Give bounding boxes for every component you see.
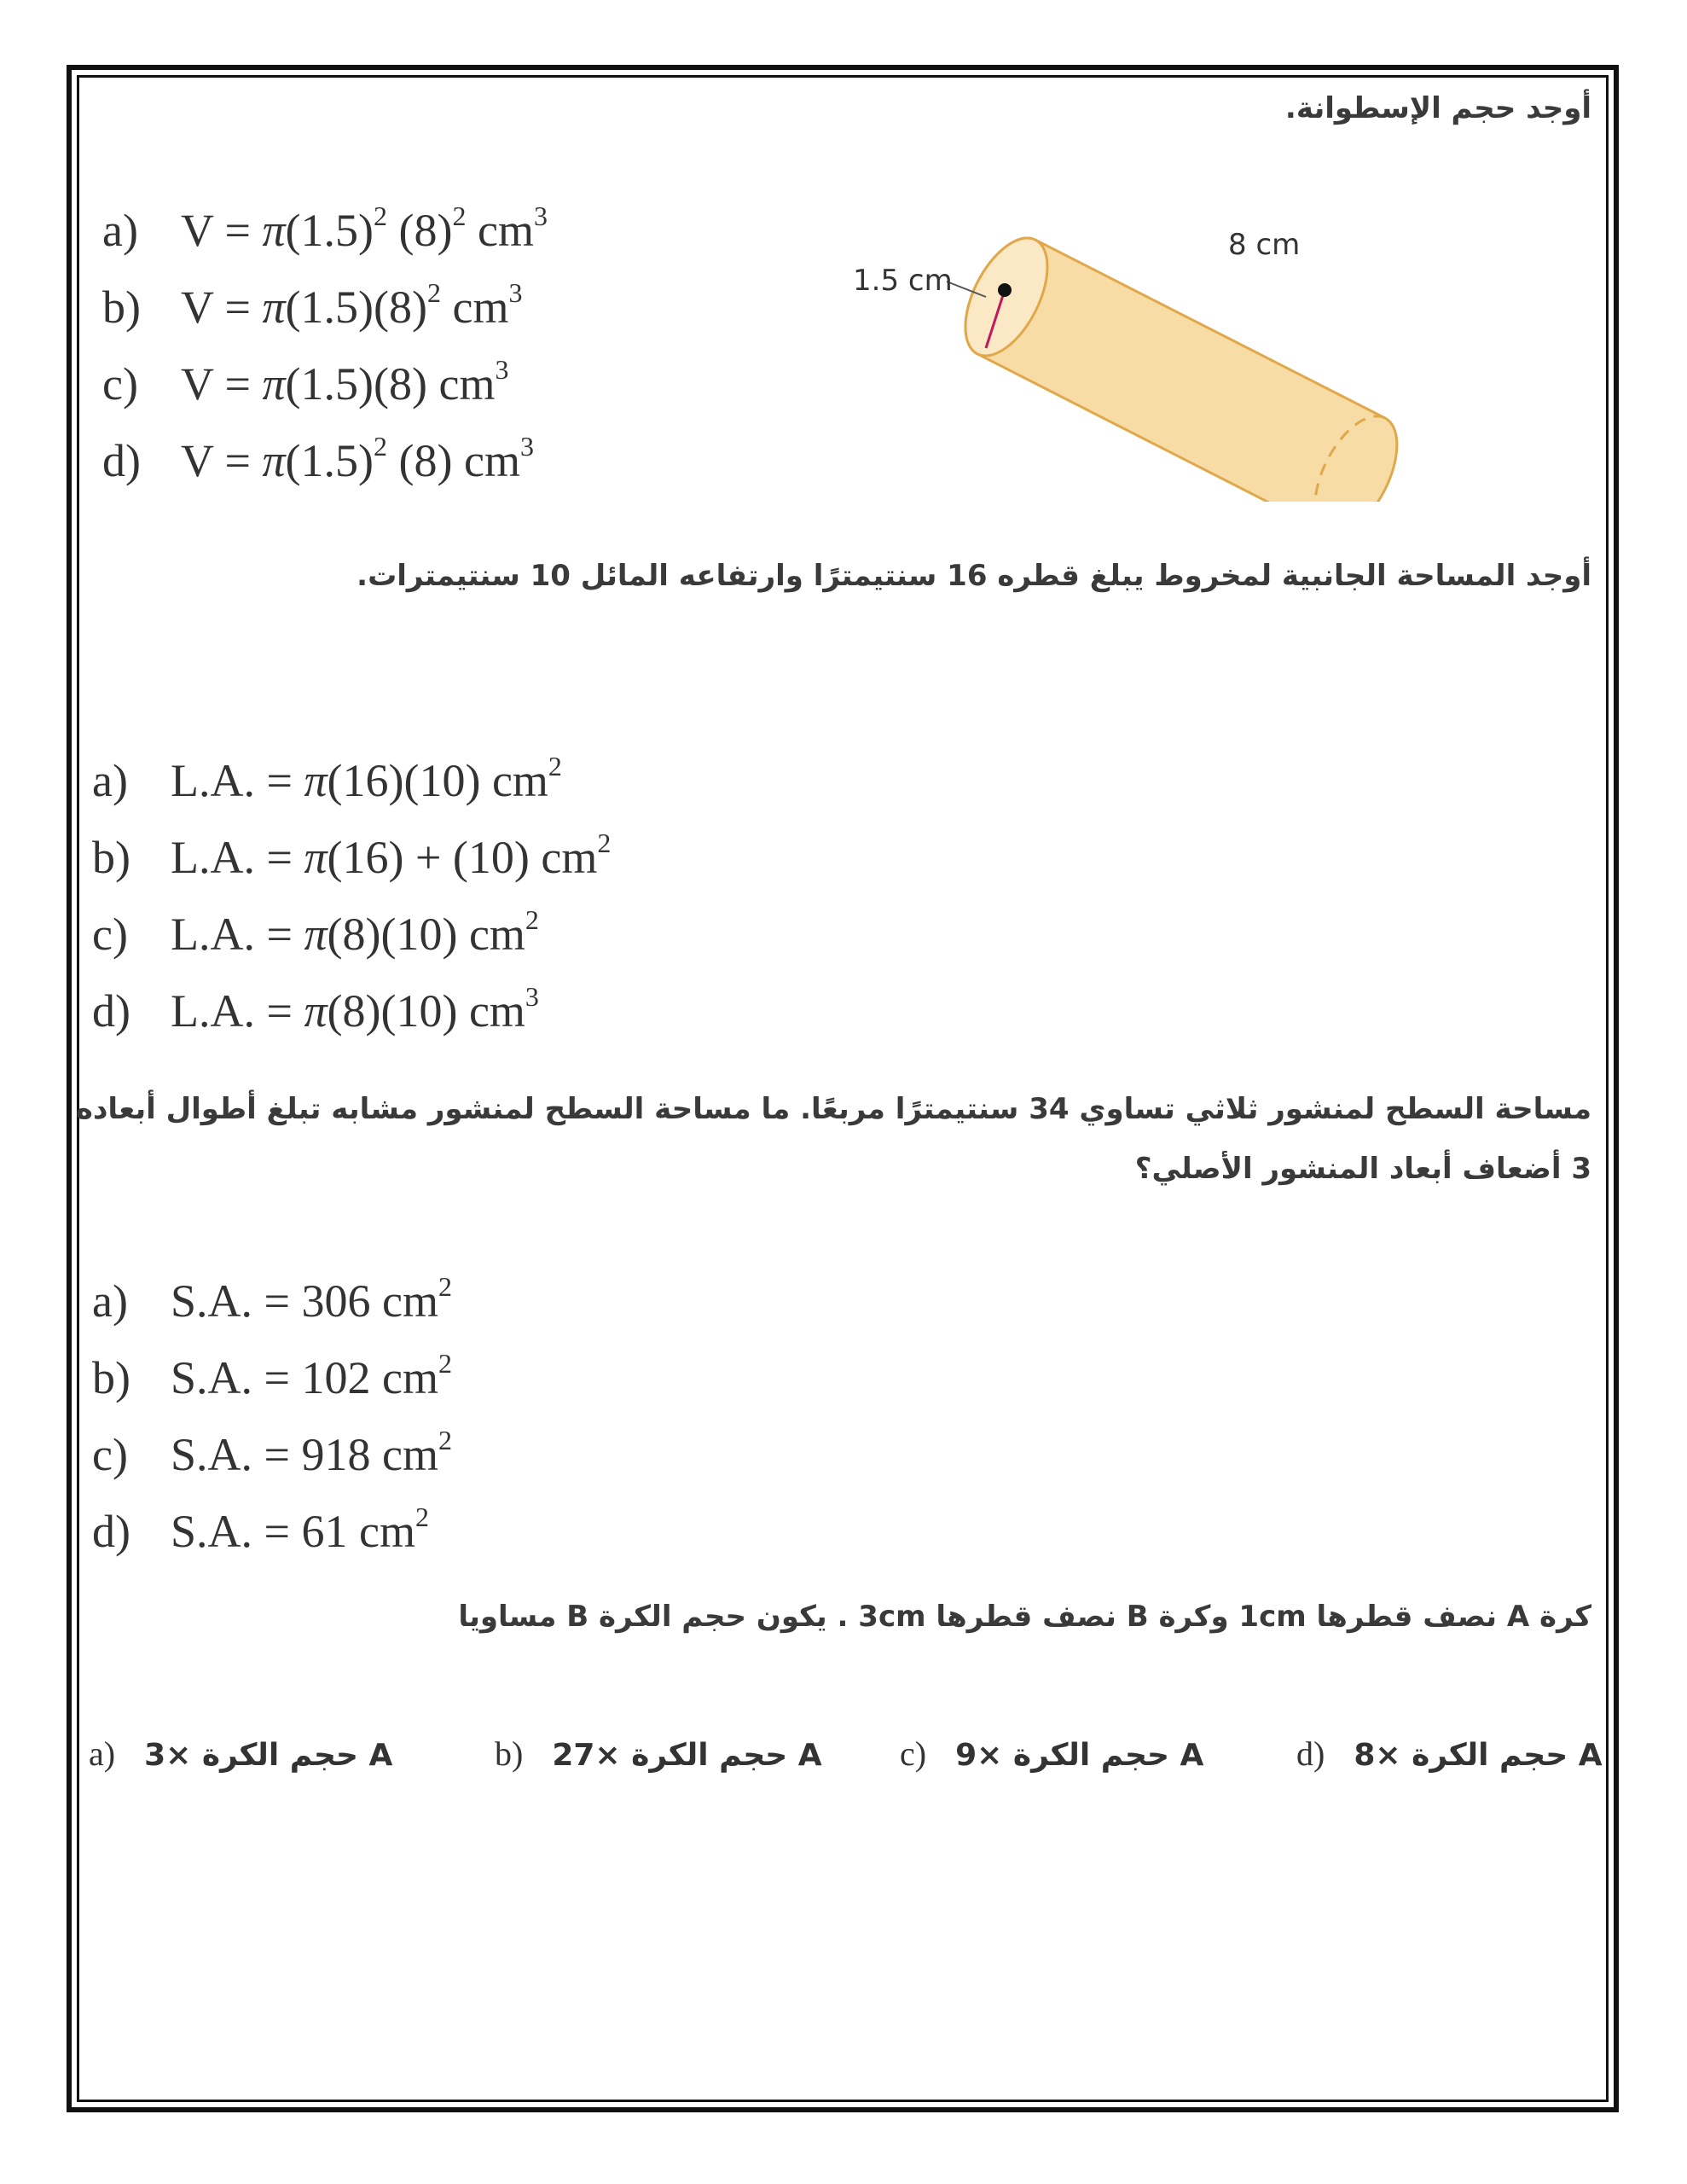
cylinder-diagram: [836, 186, 1603, 502]
cylinder-figure: [836, 186, 1603, 502]
unit-exponent: 3: [508, 277, 523, 308]
unit-exponent: 2: [438, 1425, 452, 1455]
formula-lhs: V =: [181, 282, 263, 333]
unit-exponent: 3: [533, 200, 548, 231]
formula-term: (1.5): [285, 205, 374, 256]
option-label: b): [102, 282, 141, 333]
unit-exponent: 2: [548, 751, 562, 781]
q3-option-b[interactable]: [92, 1348, 452, 1403]
formula-term: (1.5): [285, 282, 374, 333]
formula-lhs: L.A. =: [171, 909, 304, 960]
radius-label: 1.5 cm: [853, 264, 953, 298]
unit-exponent: 2: [438, 1271, 452, 1302]
formula-term: (8)(10): [327, 985, 458, 1037]
option-label: a): [92, 1275, 128, 1327]
q3-option-c[interactable]: [92, 1425, 452, 1480]
formula-lhs: L.A. =: [171, 832, 304, 883]
unit-exponent: 2: [438, 1348, 452, 1379]
q2-option-c[interactable]: [92, 904, 539, 960]
exponent: 2: [374, 431, 388, 462]
formula-term: (8): [374, 282, 427, 333]
q2-prompt: أوجد المساحة الجانبية لمخروط يبلغ قطره 16 سنتيمترًا وارتفاعه المائل 10 سنتيمترات.: [357, 559, 1591, 593]
formula-lhs: V =: [181, 358, 263, 410]
formula-lhs: L.A. =: [171, 985, 304, 1037]
formula-lhs: V =: [181, 205, 263, 256]
pi-symbol: π: [304, 755, 328, 806]
formula-value: 918: [301, 1429, 371, 1480]
option-text: 9× حجم الكرة A: [955, 1738, 1204, 1773]
unit: cm: [452, 435, 520, 486]
q1-option-b[interactable]: [102, 277, 523, 333]
pi-symbol: π: [262, 435, 286, 486]
formula-term: (8): [387, 435, 453, 486]
option-label: b): [495, 1734, 524, 1773]
unit-exponent: 2: [597, 828, 612, 858]
pi-symbol: π: [304, 985, 328, 1037]
formula-value: 102: [301, 1352, 371, 1403]
unit: cm: [370, 1429, 438, 1480]
option-label: d): [102, 435, 141, 486]
exponent: 2: [374, 200, 388, 231]
unit: cm: [457, 909, 525, 960]
q3-prompt-line2: 3 أضعاف أبعاد المنشور الأصلي؟: [1134, 1152, 1591, 1186]
unit: cm: [347, 1506, 415, 1557]
q3-option-d[interactable]: [92, 1502, 429, 1557]
unit-exponent: 2: [415, 1502, 429, 1532]
formula-value: 61: [301, 1506, 348, 1557]
formula-term: (16) + (10): [327, 832, 530, 883]
pi-symbol: π: [262, 282, 286, 333]
formula-lhs: V =: [181, 435, 263, 486]
formula-term: (16)(10): [327, 755, 481, 806]
q3-option-a[interactable]: [92, 1271, 452, 1327]
q4-option-c[interactable]: [900, 1728, 1203, 1781]
formula-term: (1.5): [285, 358, 374, 410]
center-dot: [998, 283, 1012, 297]
pi-symbol: π: [304, 832, 328, 883]
formula-lhs: S.A. =: [171, 1506, 302, 1557]
option-text: 27× حجم الكرة A: [552, 1738, 822, 1773]
option-text: 8× حجم الكرة A: [1354, 1738, 1603, 1773]
formula-lhs: S.A. =: [171, 1275, 302, 1327]
option-label: b): [92, 1352, 130, 1403]
option-label: d): [92, 1506, 130, 1557]
unit: cm: [529, 832, 598, 883]
q4-option-a[interactable]: [89, 1728, 392, 1781]
unit: cm: [457, 985, 525, 1037]
option-label: c): [900, 1734, 927, 1773]
pi-symbol: π: [304, 909, 328, 960]
option-label: d): [1296, 1734, 1325, 1773]
q4-option-b[interactable]: [495, 1728, 822, 1781]
formula-lhs: S.A. =: [171, 1429, 302, 1480]
unit-exponent: 3: [495, 354, 509, 385]
unit: cm: [426, 358, 496, 410]
length-label: 8 cm: [1228, 228, 1301, 262]
unit-exponent: 2: [525, 904, 539, 935]
q4-option-d[interactable]: [1296, 1728, 1603, 1781]
unit: cm: [480, 755, 548, 806]
unit: cm: [370, 1275, 438, 1327]
exponent: 2: [426, 277, 441, 308]
option-label: a): [89, 1734, 116, 1773]
exponent: 2: [452, 200, 467, 231]
option-label: a): [102, 205, 138, 256]
formula-term: (8)(10): [327, 909, 458, 960]
unit: cm: [440, 282, 509, 333]
formula-term: (1.5): [285, 435, 374, 486]
formula-term: (8): [387, 205, 453, 256]
formula-value: 306: [301, 1275, 371, 1327]
option-label: a): [92, 755, 128, 806]
formula-lhs: S.A. =: [171, 1352, 302, 1403]
q1-option-c[interactable]: [102, 354, 509, 410]
option-label: c): [102, 358, 138, 410]
q2-option-a[interactable]: [92, 751, 562, 806]
option-label: c): [92, 1429, 128, 1480]
unit-exponent: 3: [525, 981, 539, 1012]
q4-prompt: كرة A نصف قطرها 1cm وكرة B نصف قطرها 3cm . يكون حجم الكرة B مساويا: [458, 1600, 1591, 1634]
q1-option-d[interactable]: [102, 431, 534, 486]
q1-option-a[interactable]: [102, 200, 548, 256]
unit: cm: [466, 205, 534, 256]
pi-symbol: π: [262, 358, 286, 410]
option-label: d): [92, 985, 130, 1037]
option-label: c): [92, 909, 128, 960]
q1-prompt: أوجد حجم الإسطوانة.: [1284, 91, 1591, 125]
q3-prompt-line1: مساحة السطح لمنشور ثلاثي تساوي 34 سنتيمترًا مربعًا. ما مساحة السطح لمنشور مشابه تبلغ أطوال أبعاده: [75, 1092, 1591, 1126]
unit: cm: [370, 1352, 438, 1403]
pi-symbol: π: [262, 205, 286, 256]
option-text: 3× حجم الكرة A: [144, 1738, 393, 1773]
formula-lhs: L.A. =: [171, 755, 304, 806]
unit-exponent: 3: [519, 431, 534, 462]
option-label: b): [92, 832, 130, 883]
q2-option-d[interactable]: [92, 981, 539, 1037]
formula-term: (8): [374, 358, 427, 410]
q2-option-b[interactable]: [92, 828, 612, 883]
